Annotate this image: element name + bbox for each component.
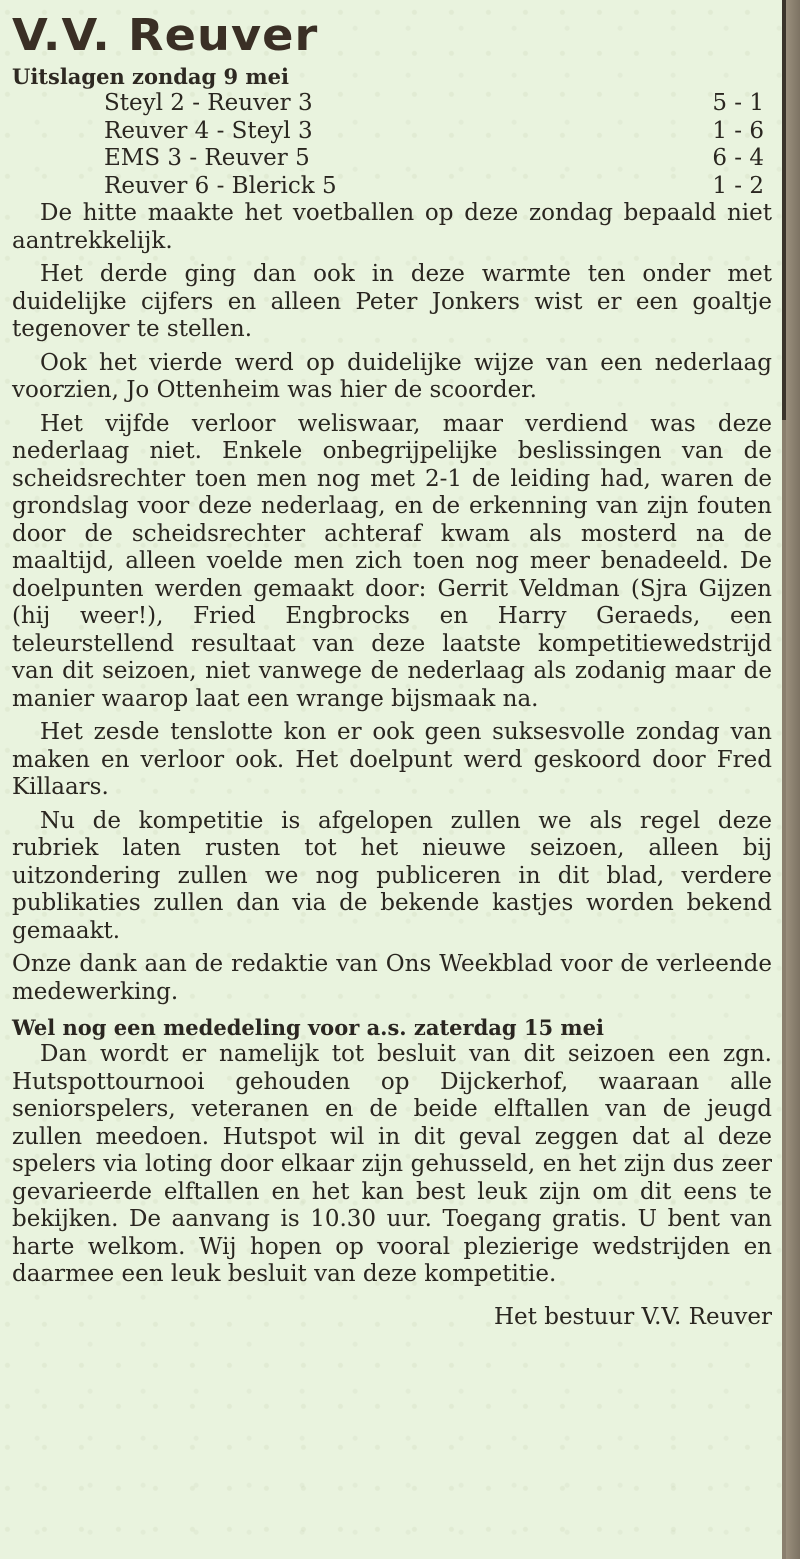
result-score: 1 - 6 <box>712 117 764 144</box>
paragraph-season-end: Nu de kompetitie is afgelopen zullen we als regel deze rubriek laten rusten tot het nieuwe seizoen, alleen bij uitzondering zullen we nog publiceren in dit blad, verdere publikaties zullen dan via de bekende kastjes worden bekend gemaakt. <box>12 807 772 944</box>
result-match: Steyl 2 - Reuver 3 <box>104 90 313 116</box>
result-row <box>104 90 764 118</box>
results-heading: Uitslagen zondag 9 mei <box>12 64 289 89</box>
paragraph-heat: De hitte maakte het voetballen op deze zondag bepaald niet aantrekkelijk. <box>12 200 772 254</box>
announcement-heading: Wel nog een mededeling voor a.s. zaterdag 15 mei <box>12 1015 604 1040</box>
paragraph-fourth-team: Ook het vierde werd op duidelijke wijze van een nederlaag voorzien, Jo Ottenheim was hier de scoorder. <box>12 349 772 403</box>
signature: Het bestuur V.V. Reuver <box>494 1303 772 1330</box>
result-row <box>104 145 764 173</box>
result-row <box>104 173 764 201</box>
paragraph-third-team: Het derde ging dan ook in deze warmte ten onder met duidelijke cijfers en alleen Peter Jonkers wist er een goaltje tegenover te stellen. <box>12 261 772 342</box>
result-match: Reuver 4 - Steyl 3 <box>104 117 313 144</box>
paragraph-thanks: Onze dank aan de redaktie van Ons Weekblad voor de verleende medewerking. <box>12 951 772 1005</box>
result-row <box>104 118 764 146</box>
result-score: 1 - 2 <box>712 172 764 199</box>
paragraph-fifth-team: Het vijfde verloor weliswaar, maar verdiend was deze nederlaag niet. Enkele onbegrijpelijke beslissingen van de scheidsrechter toen men nog met 2-1 de leiding had, waren de grondslag voor deze nederlaag, en de erkenning van zijn fouten door de scheidsrechter achteraf kwam als mosterd na de maaltijd, alleen voelde men zich toen nog meer benadeeld. De doelpunten werden gemaakt door: Gerrit Veldman (Sjra Gijzen (hij weer!), Fried Engbrocks en Harry Geraeds, een teleurstellend resultaat van deze laatste kompetitiewedstrijd van dit seizoen, niet vanwege de nederlaag als zodanig maar de manier waarop laat een wrange bijsmaak na. <box>12 410 772 712</box>
article-title: V.V. Reuver <box>12 10 319 61</box>
result-match: EMS 3 - Reuver 5 <box>104 145 310 171</box>
announcement-text: Dan wordt er namelijk tot besluit van dit seizoen een zgn. Hutspottournooi gehouden op Dijckerhof, waaraan alle seniorspelers, veteranen en de beide elftallen van de jeugd zullen meedoen. Hutspot wil in dit geval zeggen dat al deze spelers via loting door elkaar zijn gehusseld, en het zijn dus zeer gevarieerde elftallen en het kan best leuk zijn om dit eens te bekijken. De aanvang is 10.30 uur. Toegang gratis. U bent van harte welkom. Wij hopen op vooral plezierige wedstrijden en daarmee een leuk besluit van deze kompetitie. <box>12 1041 772 1287</box>
paragraph-sixth-team: Het zesde tenslotte kon er ook geen suksesvolle zondag van maken en verloor ook. Het doelpunt werd geskoord door Fred Killaars. <box>12 719 772 800</box>
result-score: 5 - 1 <box>712 90 764 116</box>
result-score: 6 - 4 <box>712 145 764 171</box>
results-table <box>104 90 764 200</box>
backing-paper-edge <box>786 0 800 1559</box>
result-match: Reuver 6 - Blerick 5 <box>104 172 337 199</box>
